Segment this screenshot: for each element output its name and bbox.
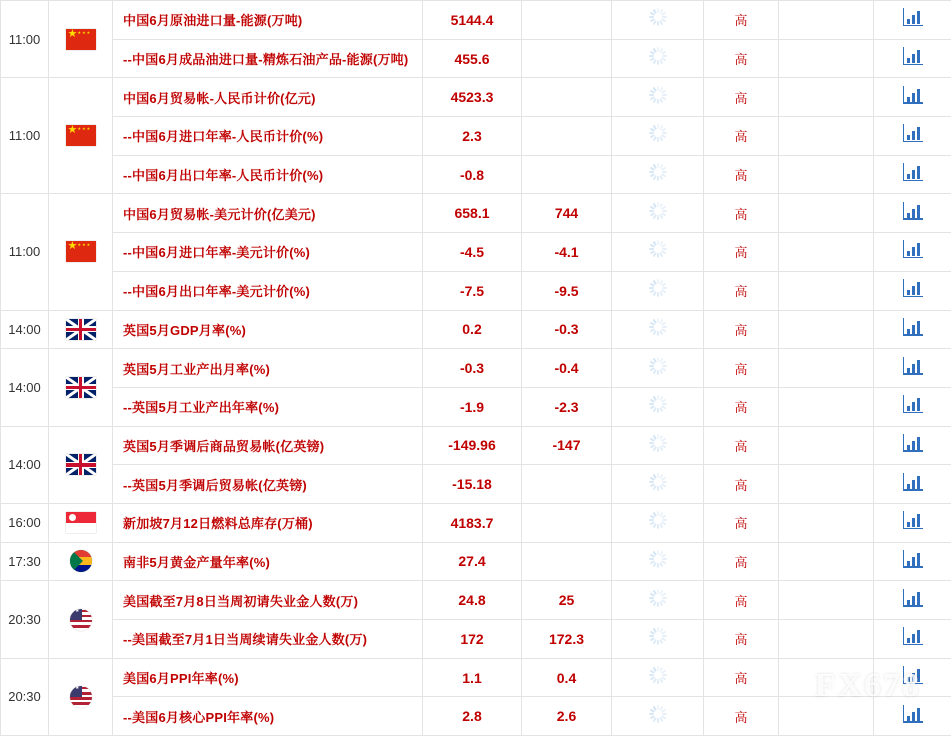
event-name[interactable]: --美国截至7月1日当周续请失业金人数(万) xyxy=(113,620,423,659)
status-cell xyxy=(612,1,704,40)
previous-value xyxy=(522,542,612,581)
loading-spinner-icon xyxy=(649,279,667,297)
country-flag-cell xyxy=(49,310,113,349)
importance-level: 高 xyxy=(704,387,779,426)
flag-uk xyxy=(66,319,96,340)
actual-value: 4523.3 xyxy=(423,78,522,117)
event-time: 20:30 xyxy=(1,658,49,735)
notes-cell xyxy=(779,310,874,349)
table-row xyxy=(1,117,951,156)
loading-spinner-icon xyxy=(649,47,667,65)
actual-value: 1.1 xyxy=(423,658,522,697)
previous-value: -4.1 xyxy=(522,233,612,272)
actual-value: 455.6 xyxy=(423,39,522,78)
chart-cell[interactable] xyxy=(874,658,951,697)
flag-singapore xyxy=(66,512,96,533)
bar-chart-icon[interactable] xyxy=(903,589,923,607)
actual-value: 2.3 xyxy=(423,117,522,156)
chart-cell[interactable] xyxy=(874,349,951,388)
chart-cell[interactable] xyxy=(874,194,951,233)
notes-cell xyxy=(779,658,874,697)
event-name[interactable]: 英国5月GDP月率(%) xyxy=(113,310,423,349)
bar-chart-icon[interactable] xyxy=(903,202,923,220)
actual-value: 5144.4 xyxy=(423,1,522,40)
flag-uk xyxy=(66,454,96,475)
previous-value: -147 xyxy=(522,426,612,465)
flag-china xyxy=(66,29,96,50)
event-time: 16:00 xyxy=(1,503,49,542)
table-row xyxy=(1,542,951,581)
importance-level: 高 xyxy=(704,349,779,388)
previous-value: 2.6 xyxy=(522,697,612,736)
status-cell xyxy=(612,271,704,310)
previous-value xyxy=(522,1,612,40)
table-row xyxy=(1,310,951,349)
importance-level: 高 xyxy=(704,117,779,156)
table-row xyxy=(1,658,951,697)
country-flag-cell xyxy=(49,581,113,658)
event-name[interactable]: 中国6月贸易帐-美元计价(亿美元) xyxy=(113,194,423,233)
status-cell xyxy=(612,233,704,272)
previous-value: -0.4 xyxy=(522,349,612,388)
importance-level: 高 xyxy=(704,542,779,581)
table-row xyxy=(1,465,951,504)
country-flag-cell xyxy=(49,503,113,542)
chart-cell[interactable] xyxy=(874,233,951,272)
loading-spinner-icon xyxy=(649,705,667,723)
loading-spinner-icon xyxy=(649,357,667,375)
event-name[interactable]: 英国5月工业产出月率(%) xyxy=(113,349,423,388)
bar-chart-icon[interactable] xyxy=(903,318,923,336)
previous-value xyxy=(522,78,612,117)
loading-spinner-icon xyxy=(649,318,667,336)
event-name[interactable]: --中国6月出口年率-美元计价(%) xyxy=(113,271,423,310)
notes-cell xyxy=(779,78,874,117)
event-time: 11:00 xyxy=(1,194,49,310)
event-name[interactable]: --中国6月成品油进口量-精炼石油产品-能源(万吨) xyxy=(113,39,423,78)
event-time: 11:00 xyxy=(1,78,49,194)
country-flag-cell xyxy=(49,349,113,426)
previous-value: 25 xyxy=(522,581,612,620)
importance-level: 高 xyxy=(704,426,779,465)
event-time: 11:00 xyxy=(1,1,49,78)
status-cell xyxy=(612,78,704,117)
chart-cell[interactable] xyxy=(874,310,951,349)
bar-chart-icon[interactable] xyxy=(903,240,923,258)
chart-cell[interactable] xyxy=(874,581,951,620)
table-row xyxy=(1,620,951,659)
event-time: 17:30 xyxy=(1,542,49,581)
previous-value: 172.3 xyxy=(522,620,612,659)
bar-chart-icon[interactable] xyxy=(903,627,923,645)
importance-level: 高 xyxy=(704,1,779,40)
importance-level: 高 xyxy=(704,697,779,736)
previous-value xyxy=(522,155,612,194)
importance-level: 高 xyxy=(704,271,779,310)
previous-value: 0.4 xyxy=(522,658,612,697)
loading-spinner-icon xyxy=(649,627,667,645)
table-row xyxy=(1,78,951,117)
status-cell xyxy=(612,503,704,542)
notes-cell xyxy=(779,581,874,620)
table-row xyxy=(1,233,951,272)
country-flag-cell xyxy=(49,658,113,735)
event-name[interactable]: 美国6月PPI年率(%) xyxy=(113,658,423,697)
loading-spinner-icon xyxy=(649,511,667,529)
importance-level: 高 xyxy=(704,78,779,117)
actual-value: -7.5 xyxy=(423,271,522,310)
bar-chart-icon[interactable] xyxy=(903,434,923,452)
loading-spinner-icon xyxy=(649,666,667,684)
status-cell xyxy=(612,465,704,504)
notes-cell xyxy=(779,349,874,388)
bar-chart-icon[interactable] xyxy=(903,279,923,297)
event-time: 14:00 xyxy=(1,426,49,503)
loading-spinner-icon xyxy=(649,163,667,181)
importance-level: 高 xyxy=(704,503,779,542)
table-row xyxy=(1,697,951,736)
status-cell xyxy=(612,658,704,697)
previous-value: -0.3 xyxy=(522,310,612,349)
event-name[interactable]: 新加坡7月12日燃料总库存(万桶) xyxy=(113,503,423,542)
importance-level: 高 xyxy=(704,465,779,504)
table-row xyxy=(1,194,951,233)
notes-cell xyxy=(779,271,874,310)
status-cell xyxy=(612,387,704,426)
table-row xyxy=(1,39,951,78)
flag-usa xyxy=(70,609,92,631)
chart-cell[interactable] xyxy=(874,78,951,117)
chart-cell[interactable] xyxy=(874,117,951,156)
calendar-rows xyxy=(1,1,951,736)
actual-value: -1.9 xyxy=(423,387,522,426)
status-cell xyxy=(612,155,704,194)
loading-spinner-icon xyxy=(649,434,667,452)
country-flag-cell xyxy=(49,1,113,78)
loading-spinner-icon xyxy=(649,395,667,413)
status-cell xyxy=(612,117,704,156)
notes-cell xyxy=(779,697,874,736)
bar-chart-icon[interactable] xyxy=(903,395,923,413)
importance-level: 高 xyxy=(704,155,779,194)
country-flag-cell xyxy=(49,426,113,503)
table-row xyxy=(1,581,951,620)
chart-cell[interactable] xyxy=(874,542,951,581)
notes-cell xyxy=(779,155,874,194)
loading-spinner-icon xyxy=(649,240,667,258)
event-name[interactable]: --英国5月季调后贸易帐(亿英镑) xyxy=(113,465,423,504)
actual-value: 2.8 xyxy=(423,697,522,736)
status-cell xyxy=(612,542,704,581)
importance-level: 高 xyxy=(704,620,779,659)
flag-south-africa xyxy=(70,550,92,572)
loading-spinner-icon xyxy=(649,550,667,568)
status-cell xyxy=(612,581,704,620)
notes-cell xyxy=(779,1,874,40)
chart-cell[interactable] xyxy=(874,271,951,310)
loading-spinner-icon xyxy=(649,589,667,607)
event-name[interactable]: 南非5月黄金产量年率(%) xyxy=(113,542,423,581)
bar-chart-icon[interactable] xyxy=(903,511,923,529)
flag-usa xyxy=(70,686,92,708)
status-cell xyxy=(612,194,704,233)
chart-cell[interactable] xyxy=(874,155,951,194)
loading-spinner-icon xyxy=(649,124,667,142)
importance-level: 高 xyxy=(704,233,779,272)
event-name[interactable]: --中国6月进口年率-美元计价(%) xyxy=(113,233,423,272)
chart-cell[interactable] xyxy=(874,697,951,736)
actual-value: 658.1 xyxy=(423,194,522,233)
event-name[interactable]: 美国截至7月8日当周初请失业金人数(万) xyxy=(113,581,423,620)
importance-level: 高 xyxy=(704,194,779,233)
actual-value: -0.3 xyxy=(423,349,522,388)
notes-cell xyxy=(779,426,874,465)
bar-chart-icon[interactable] xyxy=(903,163,923,181)
chart-cell[interactable] xyxy=(874,426,951,465)
status-cell xyxy=(612,697,704,736)
notes-cell xyxy=(779,194,874,233)
table-row xyxy=(1,503,951,542)
event-name[interactable]: 中国6月贸易帐-人民币计价(亿元) xyxy=(113,78,423,117)
bar-chart-icon[interactable] xyxy=(903,357,923,375)
notes-cell xyxy=(779,117,874,156)
chart-cell[interactable] xyxy=(874,39,951,78)
chart-cell[interactable] xyxy=(874,1,951,40)
event-name[interactable]: --美国6月核心PPI年率(%) xyxy=(113,697,423,736)
chart-cell[interactable] xyxy=(874,620,951,659)
table-row xyxy=(1,426,951,465)
previous-value xyxy=(522,465,612,504)
table-row xyxy=(1,1,951,40)
actual-value: -4.5 xyxy=(423,233,522,272)
importance-level: 高 xyxy=(704,658,779,697)
event-name[interactable]: 中国6月原油进口量-能源(万吨) xyxy=(113,1,423,40)
notes-cell xyxy=(779,233,874,272)
bar-chart-icon[interactable] xyxy=(903,86,923,104)
event-name[interactable]: --中国6月出口年率-人民币计价(%) xyxy=(113,155,423,194)
importance-level: 高 xyxy=(704,39,779,78)
flag-china xyxy=(66,125,96,146)
event-time: 14:00 xyxy=(1,310,49,349)
bar-chart-icon[interactable] xyxy=(903,47,923,65)
notes-cell xyxy=(779,542,874,581)
actual-value: -149.96 xyxy=(423,426,522,465)
notes-cell xyxy=(779,503,874,542)
notes-cell xyxy=(779,39,874,78)
notes-cell xyxy=(779,387,874,426)
event-name[interactable]: --中国6月进口年率-人民币计价(%) xyxy=(113,117,423,156)
bar-chart-icon[interactable] xyxy=(903,473,923,491)
country-flag-cell xyxy=(49,78,113,194)
table-row xyxy=(1,387,951,426)
country-flag-cell xyxy=(49,194,113,310)
actual-value: -0.8 xyxy=(423,155,522,194)
bar-chart-icon[interactable] xyxy=(903,666,923,684)
flag-china xyxy=(66,241,96,262)
previous-value: -9.5 xyxy=(522,271,612,310)
previous-value: 744 xyxy=(522,194,612,233)
status-cell xyxy=(612,39,704,78)
bar-chart-icon[interactable] xyxy=(903,550,923,568)
chart-cell[interactable] xyxy=(874,465,951,504)
status-cell xyxy=(612,349,704,388)
event-name[interactable]: --英国5月工业产出年率(%) xyxy=(113,387,423,426)
bar-chart-icon[interactable] xyxy=(903,705,923,723)
flag-uk xyxy=(66,377,96,398)
actual-value: 4183.7 xyxy=(423,503,522,542)
loading-spinner-icon xyxy=(649,202,667,220)
previous-value: -2.3 xyxy=(522,387,612,426)
previous-value xyxy=(522,503,612,542)
status-cell xyxy=(612,620,704,659)
event-time: 14:00 xyxy=(1,349,49,426)
loading-spinner-icon xyxy=(649,473,667,491)
importance-level: 高 xyxy=(704,310,779,349)
bar-chart-icon[interactable] xyxy=(903,8,923,26)
actual-value: 0.2 xyxy=(423,310,522,349)
status-cell xyxy=(612,426,704,465)
notes-cell xyxy=(779,465,874,504)
status-cell xyxy=(612,310,704,349)
importance-level: 高 xyxy=(704,581,779,620)
watermark: FX678 xyxy=(815,667,921,705)
event-time: 20:30 xyxy=(1,581,49,658)
notes-cell xyxy=(779,620,874,659)
table-row xyxy=(1,271,951,310)
table-row xyxy=(1,155,951,194)
table-row xyxy=(1,349,951,388)
actual-value: -15.18 xyxy=(423,465,522,504)
actual-value: 172 xyxy=(423,620,522,659)
actual-value: 27.4 xyxy=(423,542,522,581)
previous-value xyxy=(522,39,612,78)
actual-value: 24.8 xyxy=(423,581,522,620)
previous-value xyxy=(522,117,612,156)
country-flag-cell xyxy=(49,542,113,581)
loading-spinner-icon xyxy=(649,86,667,104)
loading-spinner-icon xyxy=(649,8,667,26)
chart-cell[interactable] xyxy=(874,387,951,426)
chart-cell[interactable] xyxy=(874,503,951,542)
bar-chart-icon[interactable] xyxy=(903,124,923,142)
event-name[interactable]: 英国5月季调后商品贸易帐(亿英镑) xyxy=(113,426,423,465)
